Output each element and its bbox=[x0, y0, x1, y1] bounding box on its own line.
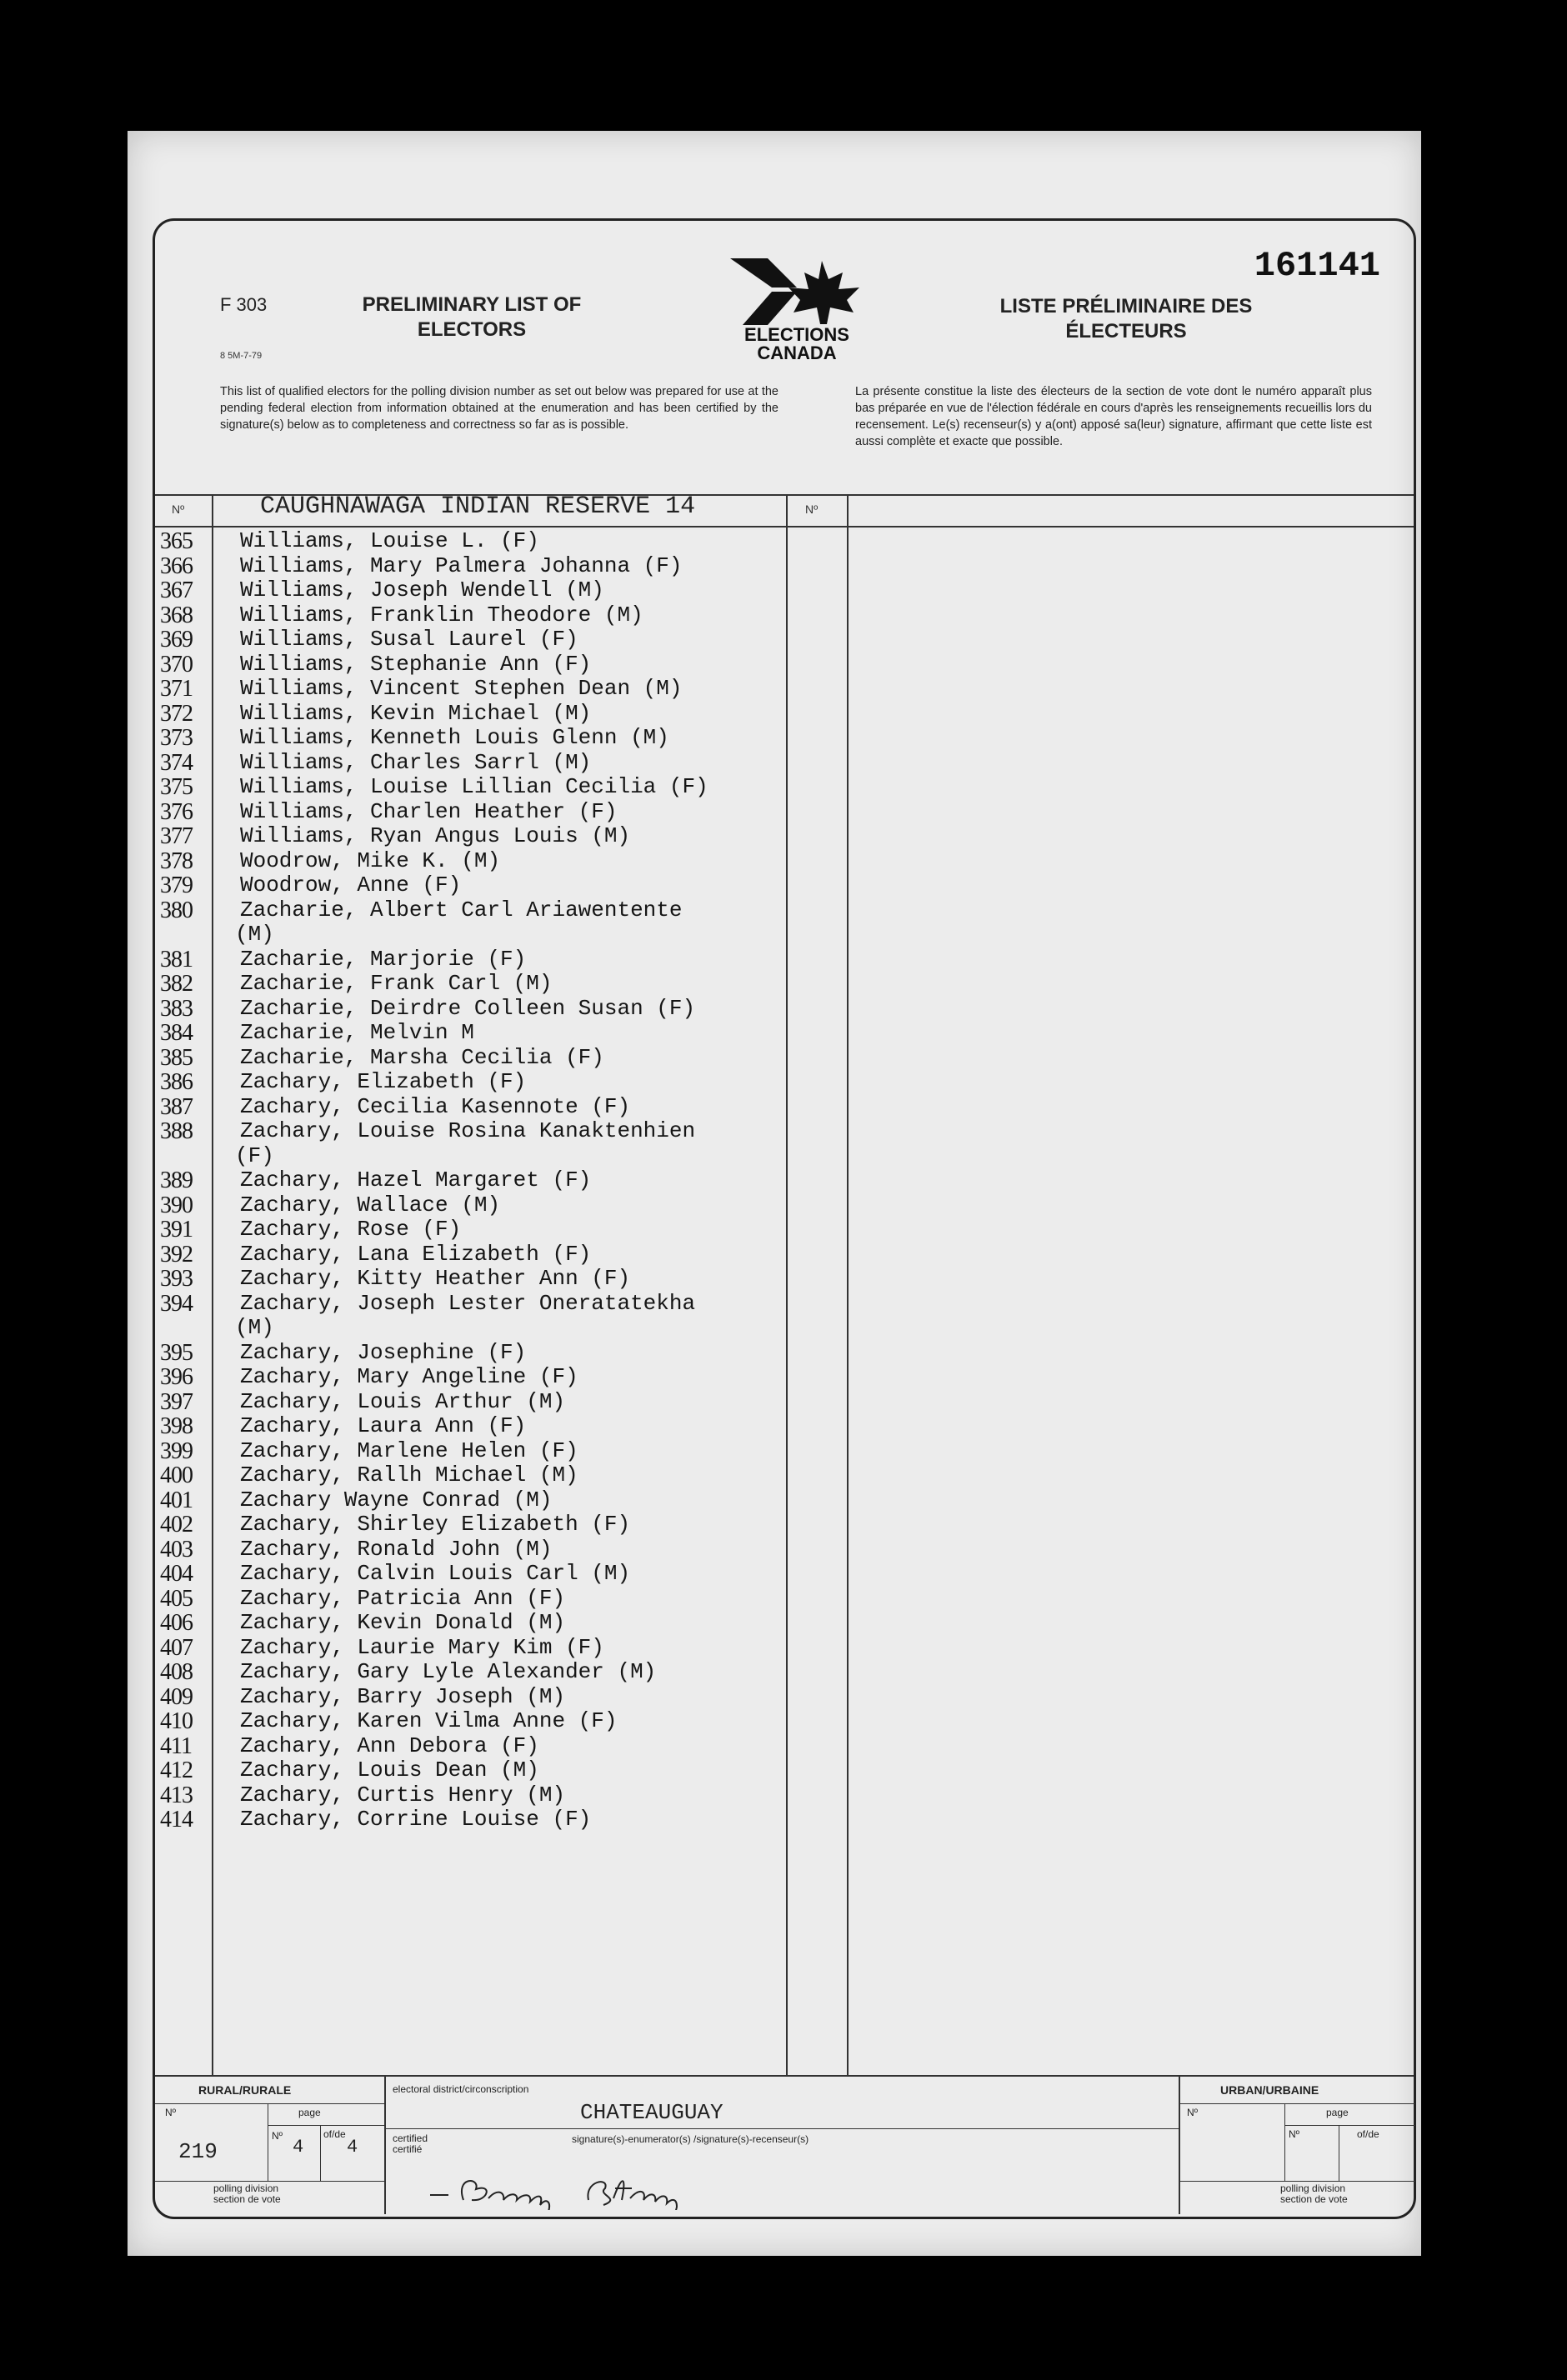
rule bbox=[1180, 2103, 1415, 2104]
title-french: LISTE PRÉLIMINAIRE DES ÉLECTEURS bbox=[999, 295, 1253, 342]
elector-row bbox=[155, 1636, 789, 1661]
elector-row bbox=[155, 1193, 789, 1218]
form-code: F 303 bbox=[220, 294, 268, 315]
serial-number: 161141 bbox=[1254, 246, 1380, 286]
elector-row bbox=[155, 972, 789, 997]
elector-number: 378 bbox=[160, 848, 193, 874]
elector-row bbox=[155, 1070, 789, 1095]
elector-number: 369 bbox=[160, 627, 193, 652]
elector-name: Williams, Louise L. (F) bbox=[240, 528, 539, 553]
maple-leaf-x-icon bbox=[722, 254, 872, 329]
elector-name: Zachary, Kitty Heather Ann (F) bbox=[240, 1266, 631, 1291]
elector-name: Williams, Mary Palmera Johanna (F) bbox=[240, 552, 683, 578]
elector-row bbox=[155, 578, 789, 603]
elector-row bbox=[155, 1709, 789, 1734]
elector-row bbox=[155, 922, 789, 948]
rule bbox=[320, 2125, 321, 2181]
page-total: 4 bbox=[347, 2137, 358, 2158]
elector-list bbox=[155, 529, 789, 1832]
elector-row bbox=[155, 751, 789, 776]
elector-name: (F) bbox=[235, 1142, 274, 1168]
elector-name: Zachary, Gary Lyle Alexander (M) bbox=[240, 1659, 657, 1684]
elector-number: 398 bbox=[160, 1413, 193, 1439]
elector-name: Williams, Charlen Heather (F) bbox=[240, 798, 618, 824]
elector-number: 402 bbox=[160, 1512, 193, 1538]
elector-row bbox=[155, 1365, 789, 1390]
elector-name: Williams, Kevin Michael (M) bbox=[240, 700, 592, 726]
reserve-heading: CAUGHNAWAGA INDIAN RESERVE 14 bbox=[260, 492, 696, 521]
enumerator-signature bbox=[430, 2168, 763, 2210]
elector-name: Zachary, Josephine (F) bbox=[240, 1339, 527, 1365]
elector-row bbox=[155, 849, 789, 874]
elector-number: 394 bbox=[160, 1290, 193, 1317]
elector-number: 382 bbox=[160, 971, 193, 997]
urban-no-label: Nº bbox=[1187, 2107, 1199, 2118]
elector-number: 376 bbox=[160, 798, 193, 825]
elector-row bbox=[155, 1439, 789, 1464]
elector-name: Zachary, Patricia Ann (F) bbox=[240, 1585, 566, 1611]
elector-name: Zachary, Marlene Helen (F) bbox=[240, 1438, 578, 1463]
elector-number: 400 bbox=[160, 1462, 193, 1488]
elector-row bbox=[155, 1316, 789, 1341]
elector-row bbox=[155, 1341, 789, 1366]
elector-number: 397 bbox=[160, 1388, 193, 1415]
elector-row bbox=[155, 997, 789, 1022]
elector-name: (M) bbox=[235, 1315, 274, 1340]
elector-row bbox=[155, 677, 789, 702]
elector-row bbox=[155, 554, 789, 579]
elector-name: Williams, Franklin Theodore (M) bbox=[240, 602, 643, 628]
elector-name: Williams, Susal Laurel (F) bbox=[240, 627, 578, 652]
elector-number: 384 bbox=[160, 1020, 193, 1046]
elector-number: 407 bbox=[160, 1634, 193, 1661]
elector-number: 370 bbox=[160, 651, 193, 678]
elector-number: 395 bbox=[160, 1339, 193, 1366]
elector-row bbox=[155, 800, 789, 825]
elector-number: 380 bbox=[160, 897, 193, 923]
elector-number: 366 bbox=[160, 552, 193, 579]
elector-number: 377 bbox=[160, 823, 193, 849]
electoral-district: CHATEAUGUAY bbox=[580, 2100, 723, 2125]
elector-number: 391 bbox=[160, 1217, 193, 1242]
rural-no-label: Nº bbox=[165, 2107, 177, 2118]
rural-box bbox=[155, 2077, 386, 2214]
elector-name: Zachary, Laura Ann (F) bbox=[240, 1413, 527, 1438]
intro-french: La présente constitue la liste des électeurs de la section de vote dont le numéro apparaît plus bas préparée en vue de l'élection fédérale en cours d'après les renseignements recueillis lors du recensement. Le(s) recenseur(s) y a(ont) apposé sa(leur) signature, affirmant que cette liste est aussi complète et exacte que possible. bbox=[855, 385, 1372, 448]
elector-name: Zachary, Ronald John (M) bbox=[240, 1536, 553, 1562]
elector-number: 401 bbox=[160, 1487, 193, 1513]
print-code: 8 5M-7-79 bbox=[220, 351, 263, 361]
rural-page-label: page bbox=[298, 2107, 321, 2118]
elector-name: Zachary, Hazel Margaret (F) bbox=[240, 1168, 592, 1192]
rule bbox=[1284, 2125, 1415, 2126]
elector-row bbox=[155, 1390, 789, 1415]
elector-name: Williams, Vincent Stephen Dean (M) bbox=[240, 676, 683, 701]
rule bbox=[384, 2128, 1179, 2129]
elector-name: Zachary, Elizabeth (F) bbox=[240, 1069, 527, 1094]
elector-number: 383 bbox=[160, 995, 193, 1022]
elector-number: 387 bbox=[160, 1093, 193, 1120]
form-footer bbox=[155, 2075, 1414, 2214]
elector-number: 375 bbox=[160, 774, 193, 800]
elector-name: Zachary, Kevin Donald (M) bbox=[240, 1610, 566, 1635]
elector-name: Zachary, Corrine Louise (F) bbox=[240, 1807, 592, 1832]
title-english: PRELIMINARY LIST OF ELECTORS bbox=[362, 293, 582, 341]
signature-label: signature(s)-enumerator(s) /signature(s)-recenseur(s) bbox=[572, 2133, 809, 2145]
elections-canada-logo bbox=[722, 254, 872, 367]
elector-name: Williams, Ryan Angus Louis (M) bbox=[240, 823, 631, 848]
elector-row bbox=[155, 529, 789, 554]
elector-number: 379 bbox=[160, 872, 193, 898]
elector-name: Zachary, Mary Angeline (F) bbox=[240, 1364, 578, 1389]
elector-name: Zachary, Calvin Louis Carl (M) bbox=[240, 1561, 631, 1586]
elector-number: 390 bbox=[160, 1192, 193, 1218]
urban-page-label: page bbox=[1326, 2107, 1349, 2118]
elector-row bbox=[155, 1242, 789, 1268]
elector-name: Zacharie, Albert Carl Ariawentente bbox=[240, 897, 683, 922]
page-number: 4 bbox=[293, 2137, 304, 2158]
elector-name: (M) bbox=[235, 922, 274, 947]
rule bbox=[155, 2181, 384, 2182]
elector-name: Williams, Joseph Wendell (M) bbox=[240, 578, 604, 602]
elector-row bbox=[155, 898, 789, 923]
elector-number: 396 bbox=[160, 1364, 193, 1390]
elector-name: Zachary, Rallh Michael (M) bbox=[240, 1462, 578, 1488]
elector-name: Williams, Stephanie Ann (F) bbox=[240, 651, 592, 677]
page-no-label: Nº bbox=[272, 2130, 283, 2142]
elector-name: Zacharie, Melvin M bbox=[240, 1020, 474, 1045]
elector-row bbox=[155, 1463, 789, 1488]
elector-number: 393 bbox=[160, 1266, 193, 1292]
elector-number: 389 bbox=[160, 1168, 193, 1193]
elector-row bbox=[155, 1808, 789, 1832]
elector-row bbox=[155, 1783, 789, 1808]
elector-row bbox=[155, 1538, 789, 1562]
elector-name: Zachary Wayne Conrad (M) bbox=[240, 1487, 553, 1512]
elector-number: 365 bbox=[160, 528, 193, 554]
elector-row bbox=[155, 652, 789, 678]
elector-number: 385 bbox=[160, 1044, 193, 1071]
elector-row bbox=[155, 1685, 789, 1710]
rural-label: RURAL/RURALE bbox=[198, 2083, 292, 2097]
elector-number: 406 bbox=[160, 1610, 193, 1636]
of-label: of/de bbox=[323, 2128, 346, 2140]
elector-row bbox=[155, 1168, 789, 1193]
elector-number: 413 bbox=[160, 1782, 193, 1808]
elector-number: 371 bbox=[160, 676, 193, 702]
elector-row bbox=[155, 1660, 789, 1685]
elector-number: 408 bbox=[160, 1659, 193, 1685]
elector-number: 368 bbox=[160, 602, 193, 628]
polling-division-label: polling division section de vote bbox=[213, 2182, 281, 2205]
elector-name: Zachary, Ann Debora (F) bbox=[240, 1732, 539, 1758]
elector-row bbox=[155, 1267, 789, 1292]
elector-name: Zacharie, Marjorie (F) bbox=[240, 946, 527, 972]
elector-row bbox=[155, 1512, 789, 1538]
elector-row bbox=[155, 824, 789, 849]
elector-number: 392 bbox=[160, 1241, 193, 1268]
logo-line-2: CANADA bbox=[757, 342, 837, 363]
logo-line-1: ELECTIONS bbox=[744, 324, 849, 345]
district-label: electoral district/circonscription bbox=[393, 2083, 529, 2095]
elector-name: Williams, Charles Sarrl (M) bbox=[240, 749, 592, 775]
column-divider bbox=[847, 494, 849, 2075]
elector-name: Williams, Kenneth Louis Glenn (M) bbox=[240, 725, 669, 750]
elector-number: 404 bbox=[160, 1561, 193, 1587]
elector-name: Zachary, Rose (F) bbox=[240, 1217, 462, 1242]
elector-number: 373 bbox=[160, 725, 193, 751]
elector-row bbox=[155, 726, 789, 751]
electors-form bbox=[153, 218, 1416, 2219]
elector-number: 367 bbox=[160, 578, 193, 603]
elector-number: 409 bbox=[160, 1683, 193, 1710]
column-header-number-2: Nº bbox=[805, 502, 819, 516]
polling-division-number: 219 bbox=[178, 2139, 218, 2164]
elector-row bbox=[155, 948, 789, 972]
elector-number: 405 bbox=[160, 1585, 193, 1612]
elector-row bbox=[155, 603, 789, 628]
elector-name: Zachary, Barry Joseph (M) bbox=[240, 1683, 566, 1709]
table-header-rule bbox=[155, 526, 1414, 528]
elector-row bbox=[155, 628, 789, 652]
urban-label: URBAN/URBAINE bbox=[1220, 2083, 1319, 2097]
elector-row bbox=[155, 1095, 789, 1120]
elector-row bbox=[155, 1488, 789, 1513]
elector-number: 386 bbox=[160, 1069, 193, 1095]
elector-row bbox=[155, 1218, 789, 1242]
elector-name: Zachary, Karen Vilma Anne (F) bbox=[240, 1708, 618, 1733]
elector-number: 388 bbox=[160, 1118, 193, 1144]
urban-box bbox=[1179, 2077, 1415, 2214]
elector-number: 414 bbox=[160, 1807, 193, 1832]
elector-number: 403 bbox=[160, 1536, 193, 1562]
elector-row bbox=[155, 1119, 789, 1144]
rule bbox=[268, 2125, 384, 2126]
elector-name: Woodrow, Mike K. (M) bbox=[240, 848, 501, 873]
elector-row bbox=[155, 1021, 789, 1046]
column-header-number: Nº bbox=[172, 502, 185, 516]
intro-english: This list of qualified electors for the polling division number as set out below was prepared for use at the pending federal election from information obtained at the enumeration and has been certified by the signature(s) below as to completeness and correctness so far as is possible. bbox=[220, 385, 778, 432]
elector-row bbox=[155, 775, 789, 800]
elector-name: Zachary, Lana Elizabeth (F) bbox=[240, 1241, 592, 1267]
elector-name: Zachary, Wallace (M) bbox=[240, 1192, 501, 1218]
elector-name: Zachary, Louis Arthur (M) bbox=[240, 1388, 566, 1414]
elector-number: 372 bbox=[160, 700, 193, 727]
elector-number: 412 bbox=[160, 1758, 193, 1783]
elector-row bbox=[155, 1587, 789, 1612]
urban-of-label: of/de bbox=[1357, 2128, 1379, 2140]
elector-row bbox=[155, 1611, 789, 1636]
logo-text bbox=[722, 326, 872, 362]
document-page bbox=[128, 131, 1421, 2256]
certified-label: certified certifié bbox=[393, 2132, 428, 2155]
elector-row bbox=[155, 1292, 789, 1317]
elector-name: Zacharie, Deirdre Colleen Susan (F) bbox=[240, 995, 696, 1021]
rule bbox=[1180, 2181, 1415, 2182]
elector-name: Williams, Louise Lillian Cecilia (F) bbox=[240, 774, 708, 799]
elector-name: Zacharie, Frank Carl (M) bbox=[240, 971, 553, 996]
elector-number: 374 bbox=[160, 749, 193, 776]
elector-name: Zachary, Louis Dean (M) bbox=[240, 1758, 539, 1782]
elector-name: Zacharie, Marsha Cecilia (F) bbox=[240, 1044, 604, 1070]
elector-row bbox=[155, 1562, 789, 1587]
elector-row bbox=[155, 1734, 789, 1759]
urban-page-no-label: Nº bbox=[1289, 2128, 1300, 2140]
elector-number: 411 bbox=[160, 1732, 192, 1759]
elector-row bbox=[155, 1144, 789, 1169]
elector-name: Zachary, Joseph Lester Oneratatekha bbox=[240, 1290, 696, 1316]
elector-name: Zachary, Cecilia Kasennote (F) bbox=[240, 1093, 631, 1119]
elector-row bbox=[155, 873, 789, 898]
elector-name: Zachary, Curtis Henry (M) bbox=[240, 1782, 566, 1808]
elector-name: Zachary, Shirley Elizabeth (F) bbox=[240, 1512, 631, 1537]
elector-row bbox=[155, 702, 789, 727]
rule bbox=[155, 2103, 384, 2104]
elector-number: 399 bbox=[160, 1438, 193, 1464]
urban-polling-label: polling division section de vote bbox=[1280, 2182, 1348, 2205]
elector-row bbox=[155, 1414, 789, 1439]
elector-row bbox=[155, 1758, 789, 1783]
elector-name: Woodrow, Anne (F) bbox=[240, 872, 462, 898]
elector-number: 381 bbox=[160, 946, 193, 972]
elector-row bbox=[155, 1046, 789, 1071]
elector-number: 410 bbox=[160, 1708, 193, 1734]
elector-name: Zachary, Laurie Mary Kim (F) bbox=[240, 1634, 604, 1660]
elector-name: Zachary, Louise Rosina Kanaktenhien bbox=[240, 1118, 696, 1143]
rule bbox=[1284, 2103, 1285, 2181]
